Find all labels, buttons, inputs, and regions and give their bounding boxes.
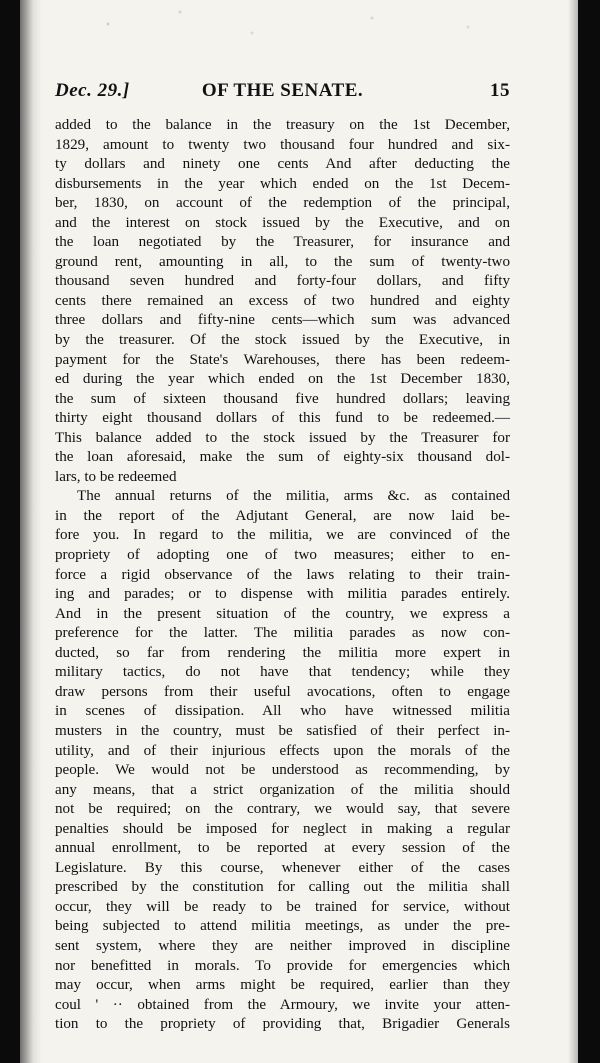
text-line: ty dollars and ninety one cents And after deducting the <box>55 156 510 173</box>
text-line: musters in the country, must be satisfied of their perfect in- <box>55 722 510 739</box>
text-line: annual enrollment, to be reported at every session of the <box>55 840 510 857</box>
text-line: in scenes of dissipation. All who have witnessed militia <box>55 703 510 720</box>
binding-shadow <box>20 0 42 1063</box>
text-line: This balance added to the stock issued by the Treasurer for <box>55 429 510 446</box>
scan-border-left <box>0 0 20 1063</box>
running-head-title: OF THE SENATE. <box>201 80 364 101</box>
text-line: tion to the propriety of providing that, Brigadier Generals <box>55 1016 510 1033</box>
text-line: three dollars and fifty-nine cents—which sum was advanced <box>55 312 510 329</box>
text-line: the loan negotiated by the Treasurer, for insurance and <box>55 234 510 251</box>
running-head <box>55 80 510 106</box>
scan-border-right <box>578 0 600 1063</box>
body-text <box>55 116 510 1035</box>
text-line: the loan aforesaid, make the sum of eighty-six thousand dol- <box>55 449 510 466</box>
text-line: penalties should be imposed for neglect in making a regular <box>55 820 510 837</box>
page-edge-shadow <box>568 0 578 1063</box>
text-line: being subjected to attend militia meetings, as under the pre- <box>55 918 510 935</box>
text-line: may occur, when arms might be required, earlier than they <box>55 977 510 994</box>
page-number: 15 <box>490 80 510 101</box>
text-line: by the treasurer. Of the stock issued by the Executive, in <box>55 332 510 349</box>
text-line: disbursements in the year which ended on the 1st Decem- <box>55 175 510 192</box>
text-line: thousand seven hundred and forty-four dollars, and fifty <box>55 273 510 290</box>
text-line: Legislature. By this course, whenever either of the cases <box>55 859 510 876</box>
paragraph-start-line: The annual returns of the militia, arms &c. as contained <box>77 488 510 505</box>
text-line: force a rigid observance of the laws relating to their train- <box>55 566 510 583</box>
text-line: people. We would not be understood as recommending, by <box>55 762 510 779</box>
text-line: cents there remained an excess of two hundred and eighty <box>55 292 510 309</box>
text-line: ground rent, amounting in all, to the sum of twenty-two <box>55 253 510 270</box>
text-line: ing and parades; or to dispense with militia parades entirely. <box>55 586 510 603</box>
text-line: draw persons from their useful avocations, often to engage <box>55 683 510 700</box>
text-line: prescribed by the constitution for calling out the militia shall <box>55 879 510 896</box>
text-line: utility, and of their injurious effects upon the morals of the <box>55 742 510 759</box>
text-line: payment for the State's Warehouses, there has been redeem- <box>55 351 510 368</box>
text-line: added to the balance in the treasury on the 1st December, <box>55 117 510 133</box>
text-line: And in the present situation of the country, we express a <box>55 605 510 622</box>
text-line: ber, 1830, on account of the redemption of the principal, <box>55 195 510 212</box>
text-line: nor benefitted in morals. To provide for emergencies which <box>55 957 510 974</box>
text-line: coul ' ·· obtained from the Armoury, we invite your atten- <box>55 996 510 1013</box>
text-line: in the report of the Adjutant General, are now laid be- <box>55 507 510 524</box>
text-line: 1829, amount to twenty two thousand four hundred and six- <box>55 136 510 153</box>
text-line: occur, they will be ready to be trained for service, without <box>55 898 510 915</box>
text-line: fore you. In regard to the militia, we are convinced of the <box>55 527 510 544</box>
paragraph-end-line: lars, to be redeemed <box>55 468 177 485</box>
text-line: military tactics, do not have that tendency; while they <box>55 664 510 681</box>
text-line: propriety of adopting one of two measures; either to en- <box>55 547 510 564</box>
running-head-date: Dec. 29.] <box>55 80 130 101</box>
text-line: preference for the latter. The militia parades as now con- <box>55 625 510 642</box>
text-line: the sum of sixteen thousand five hundred dollars; leaving <box>55 390 510 407</box>
text-line: and the interest on stock issued by the Executive, and on <box>55 214 510 231</box>
text-line: not be required; on the contrary, we would say, that severe <box>55 801 510 818</box>
text-line: thirty eight thousand dollars of this fund to be redeemed.— <box>55 410 510 427</box>
text-line: ed during the year which ended on the 1st December 1830, <box>55 371 510 388</box>
text-line: sent system, where they are neither improved in discipline <box>55 937 510 954</box>
text-line: ducted, so far from rendering the militia more expert in <box>55 644 510 661</box>
text-line: any means, that a strict organization of the militia should <box>55 781 510 798</box>
paper-speckle <box>60 0 540 60</box>
